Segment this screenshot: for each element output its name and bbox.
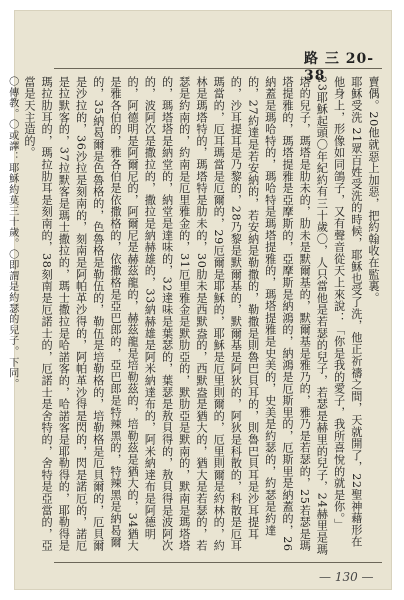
book-page: [6, 10, 392, 590]
paragraph-2: 耶穌受洗 21眾百姓受洗的時候，耶穌也受了洗，他正祈禱之間，天就開了，22聖神藉形在他身上，形像如同鴿子，又有聲音從天上來說：「你是我的愛子，我所喜悅的就是你。」: [332, 76, 363, 548]
running-header: 路 三 20-38: [304, 51, 375, 84]
paragraph-1: 賣偶。20他就惡上加惡，把約翰收在監裏。: [367, 76, 380, 304]
footnotes: 〇傳教。〇或譯：耶穌約莫三十歲。〇即謂是約瑟的兒子。下同。: [6, 76, 18, 390]
main-text: [6, 76, 382, 558]
paragraph-3: 23耶穌起頭〇年紀約有三十歲〇，人只當他是若瑟的兒子，若瑟是赫里的兒子，24赫里是瑪塔的兒子，瑪塔是肋未的，肋未是默爾基的，默爾基是雅乃的，雅乃是若瑟的，25若瑟是瑪塔提雅的，瑪塔提雅是亞摩斯的，亞摩斯是納鴻的，納鴻是厄斯里的，厄斯里是納蓋的，26納蓋是瑪哈特的，瑪哈特是瑪塔提雅的，瑪塔提雅是史美的，史美是約瑟的，約瑟是約達的，27約達是若安納的，若安納是勒撒的，勒撒是則魯巴貝耳的，則魯巴貝耳是沙耳提耳的，沙耳提耳是乃黎的，28乃黎是默爾基的，默爾基是阿狄的，阿狄是科散的，科散是厄耳瑪當的，厄耳瑪當是厄爾的，29厄爾是耶穌的，耶穌是厄里則爾的，厄里則爾是約林的，約林是瑪塔特的，瑪塔特是肋未的，30肋未是西默盎的，西默盎是猶大的，猶大是若瑟的，若瑟是約南的，約南是厄里雅金的，31厄里雅金是默肋亞的，默肋亞是默南的，默南是瑪塔塔的，瑪塔塔是納堂的，納堂是達味的，32達味是葉瑟的，葉瑟是敖貝得的，敖貝得是波阿次的，波阿次是撒拉的，撒拉是納赫雄的，33納赫雄是阿米納達布的，阿米納達布是阿德明的，阿德明是阿爾尼的，阿爾尼是赫茲龍的，赫茲龍是培勒茲的，培勒茲是猶大的，34猶大是雅各伯的，雅各伯是依撒格的，依撒格是亞巴郎的，亞巴郎是特辣黑的，特辣黑是納曷爾的，35納曷爾是色魯格的，色魯格是勒伍的，勒伍是培勒格的，培勒格是厄貝爾的，厄貝爾是沙拉的，36沙拉是刻南的，刻南是阿帕革沙得的，阿帕革沙得是閃的，閃是諾厄的，諾厄是拉默客的，37拉默客是瑪士撒拉的，瑪士撒拉是哈諾客的，哈諾客是耶勒得的，耶勒得是瑪拉肋耳的，瑪拉肋耳是刻南的，38刻南是厄諾士的，厄諾士是舍特的，舍特是亞當的，亞當是天主造的。: [22, 76, 329, 556]
header-rule: [54, 68, 382, 69]
page-number: — 130 —: [319, 570, 374, 584]
footer-rule: [54, 562, 382, 563]
